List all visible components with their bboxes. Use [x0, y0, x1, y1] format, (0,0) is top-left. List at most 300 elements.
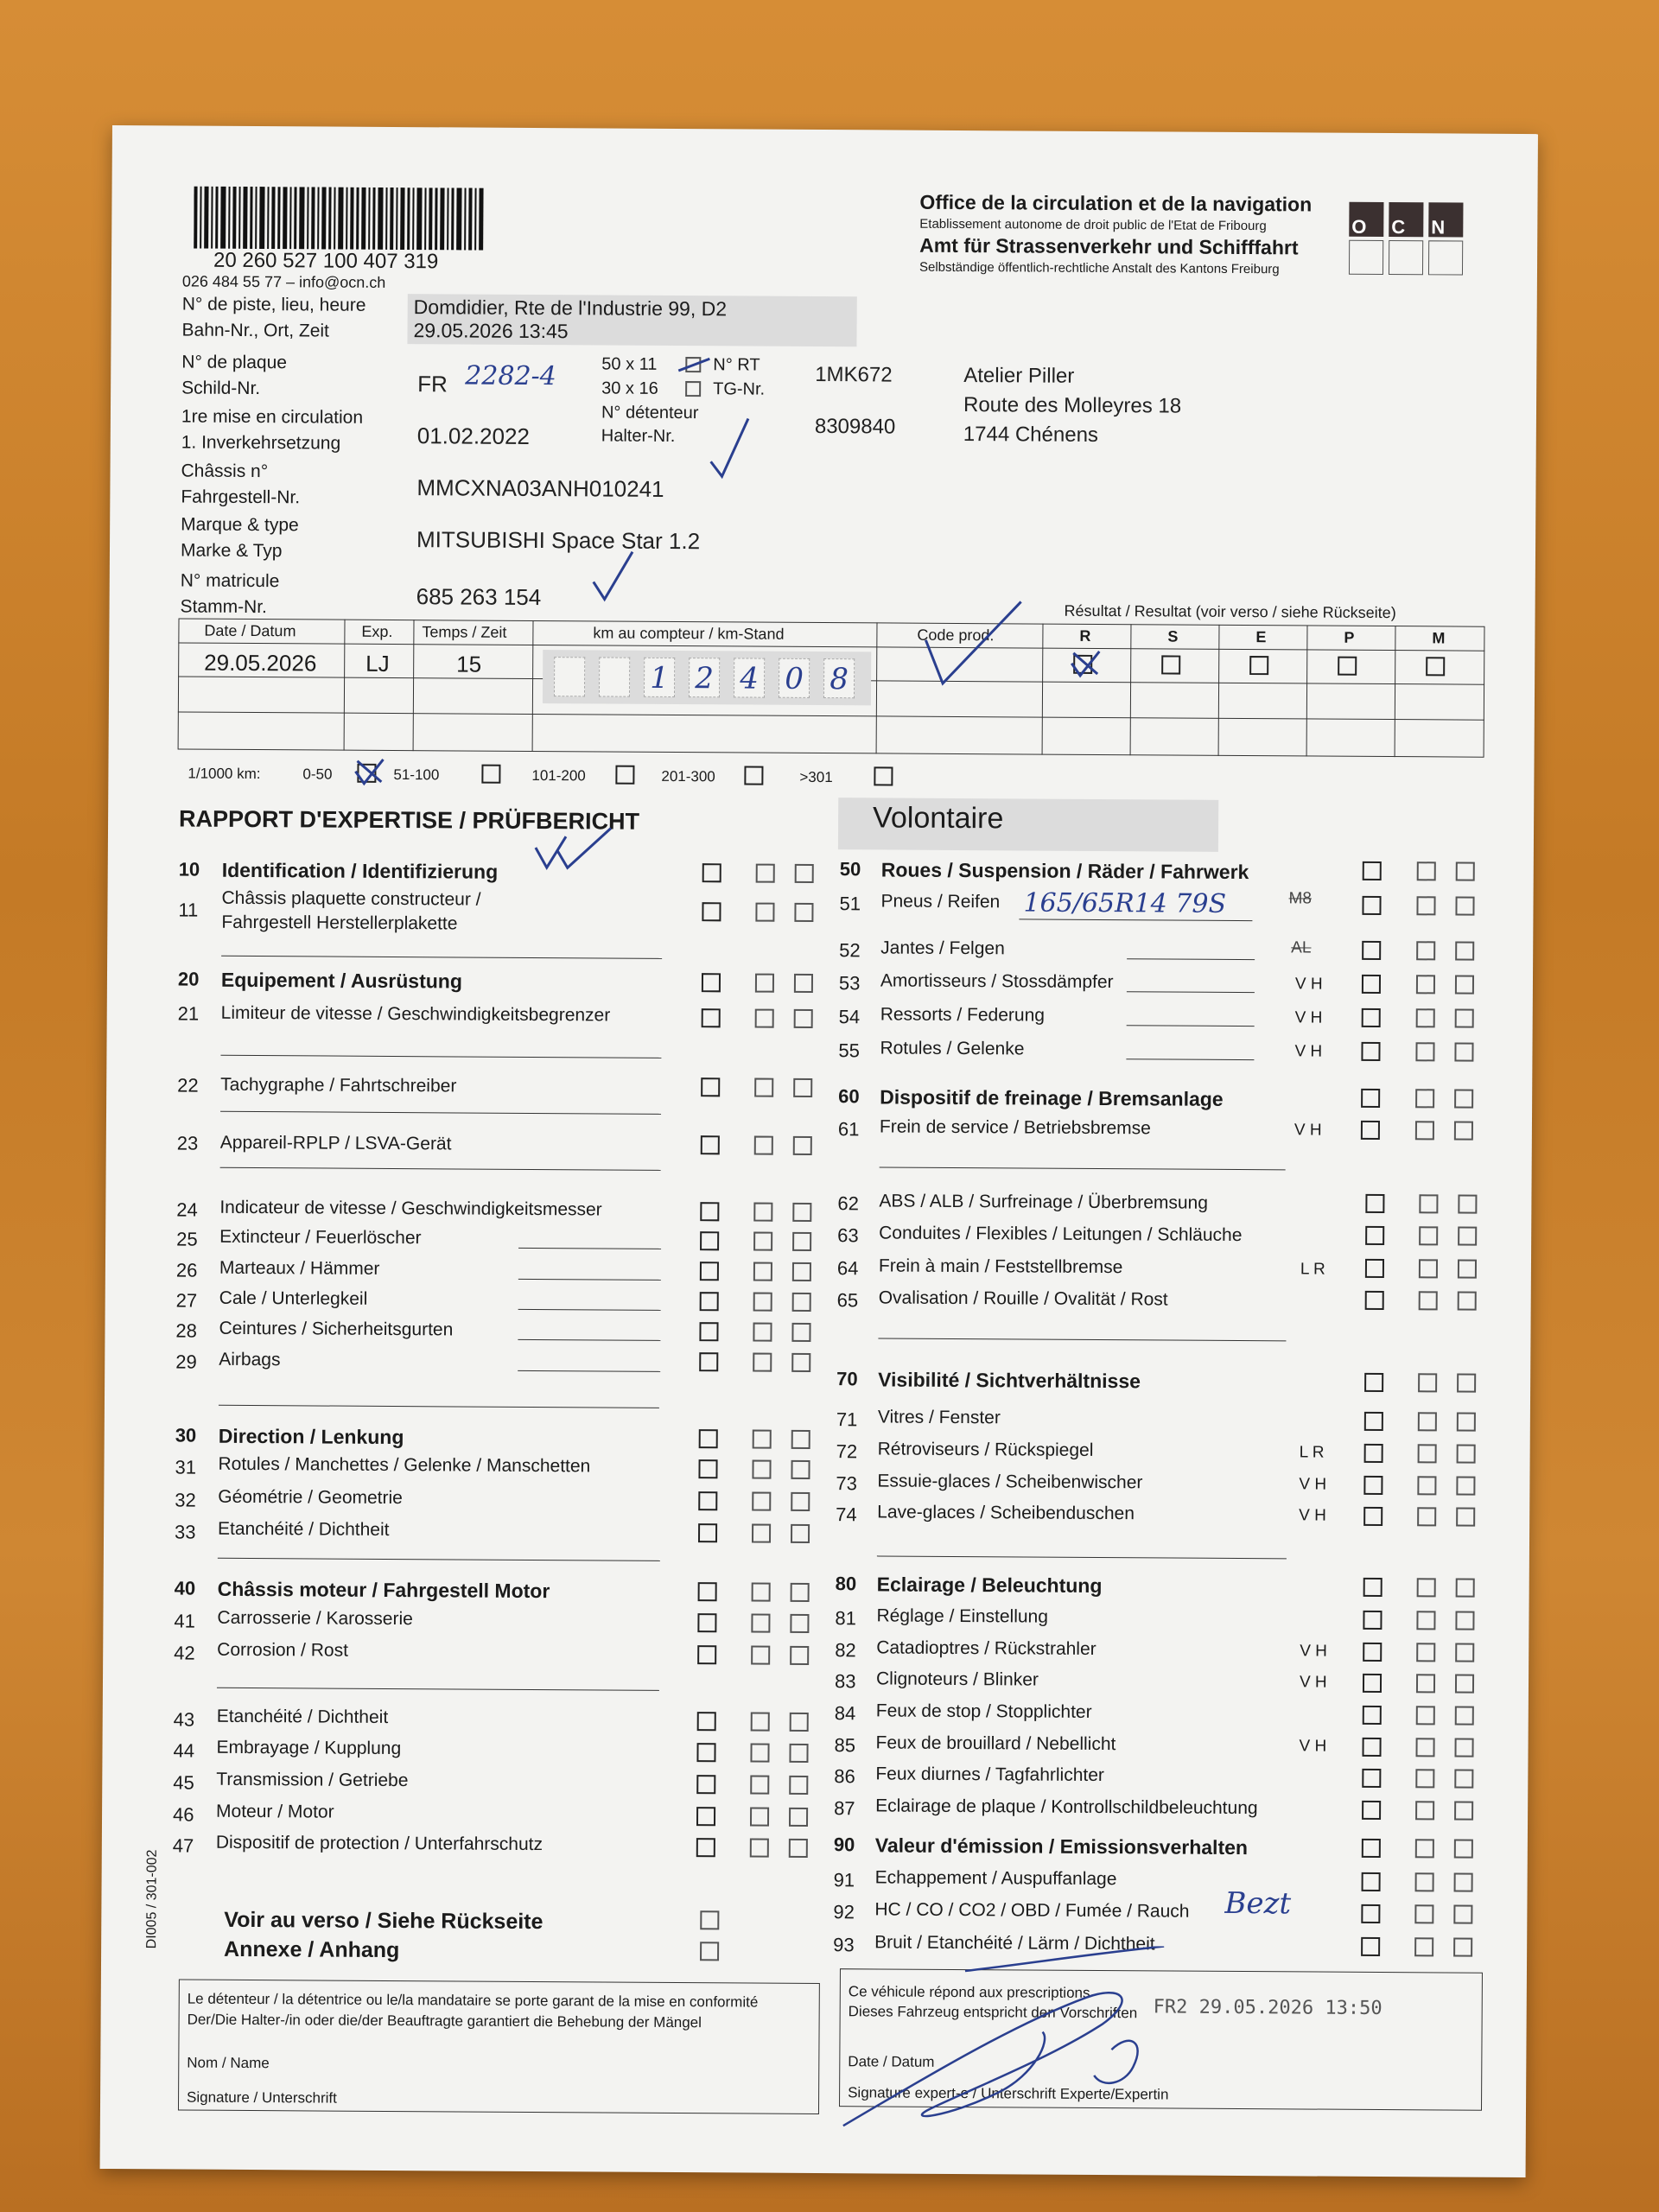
item-number: 40	[174, 1577, 196, 1599]
item-62-checkbox-3[interactable]	[1458, 1195, 1477, 1214]
item-65-checkbox-2[interactable]	[1419, 1291, 1438, 1310]
item-47-checkbox-3[interactable]	[789, 1839, 808, 1858]
item-number: 62	[837, 1192, 859, 1215]
item-27-checkbox[interactable]	[700, 1292, 719, 1311]
km-digit-box[interactable]	[599, 657, 630, 696]
item-number: 32	[175, 1489, 196, 1511]
item-11-checkbox-3[interactable]	[794, 903, 813, 922]
item-11-checkbox-2[interactable]	[755, 903, 774, 922]
item-number: 92	[833, 1901, 855, 1923]
date-label: Date / Datum	[848, 2053, 935, 2070]
col-result-m: M	[1432, 629, 1446, 647]
item-number: 42	[174, 1642, 195, 1664]
item-label: Lave-glaces / Scheibenduschen	[877, 1502, 1135, 1524]
item-50-checkbox-2[interactable]	[1417, 861, 1436, 880]
item-86-checkbox-2[interactable]	[1415, 1769, 1434, 1788]
make-label-fr: Marque & type	[181, 514, 299, 536]
item-40-checkbox[interactable]	[698, 1582, 717, 1601]
side-marker: L R	[1300, 1260, 1325, 1279]
item-43-checkbox-3[interactable]	[790, 1713, 809, 1732]
item-52-checkbox[interactable]	[1362, 941, 1381, 960]
item-label: HC / CO / CO2 / OBD / Fumée / Rauch	[874, 1899, 1190, 1922]
item-30-checkbox[interactable]	[699, 1429, 718, 1448]
item-90-checkbox-3[interactable]	[1454, 1840, 1473, 1859]
item-82-checkbox-2[interactable]	[1416, 1643, 1435, 1662]
item-28-checkbox-3[interactable]	[791, 1323, 810, 1342]
item-22-checkbox[interactable]	[701, 1077, 720, 1096]
address-line-1: Atelier Piller	[963, 364, 1075, 388]
item-42-checkbox-3[interactable]	[790, 1646, 809, 1665]
side-marker: V H	[1294, 1121, 1322, 1140]
item-64-checkbox-3[interactable]	[1458, 1260, 1477, 1279]
item-43-checkbox-2[interactable]	[751, 1713, 770, 1732]
item-31-checkbox-2[interactable]	[752, 1460, 771, 1479]
item-label: Géométrie / Geometrie	[218, 1486, 403, 1509]
item-85-checkbox-3[interactable]	[1454, 1738, 1473, 1758]
side-marker: V H	[1299, 1506, 1326, 1525]
item-73-checkbox-2[interactable]	[1417, 1476, 1436, 1495]
item-53-checkbox[interactable]	[1362, 975, 1381, 994]
item-72-checkbox-2[interactable]	[1418, 1444, 1437, 1463]
item-label: Dispositif de protection / Unterfahrschutz	[215, 1832, 543, 1855]
item-label: Tachygraphe / Fahrtschreiber	[220, 1074, 457, 1096]
item-label: Rétroviseurs / Rückspiegel	[877, 1439, 1094, 1460]
check-mark-icon	[352, 756, 386, 787]
item-44-checkbox[interactable]	[696, 1743, 715, 1762]
item-25-checkbox-3[interactable]	[792, 1232, 811, 1251]
item-32-checkbox[interactable]	[698, 1491, 717, 1510]
item-87-checkbox-3[interactable]	[1454, 1802, 1473, 1821]
item-91-checkbox[interactable]	[1362, 1872, 1381, 1891]
item-33-checkbox-2[interactable]	[752, 1524, 771, 1543]
item-44-checkbox-3[interactable]	[789, 1744, 808, 1763]
item-label: Pneus / Reifen	[880, 891, 1001, 912]
item-65-checkbox[interactable]	[1365, 1291, 1384, 1310]
item-92-checkbox-3[interactable]	[1453, 1905, 1472, 1924]
km-range-101-200: 101-200	[531, 766, 586, 785]
item-86-checkbox[interactable]	[1362, 1769, 1381, 1788]
item-71-checkbox-3[interactable]	[1457, 1413, 1476, 1432]
item-28-checkbox[interactable]	[699, 1322, 718, 1341]
item-number: 65	[836, 1289, 859, 1312]
check-mark-icon	[706, 414, 758, 483]
item-45-checkbox-2[interactable]	[750, 1776, 769, 1795]
section-brakes: Dispositif de freinage / Bremsanlage	[880, 1085, 1224, 1110]
item-54-checkbox[interactable]	[1362, 1008, 1381, 1027]
plate-size-2-checkbox[interactable]	[685, 381, 701, 397]
item-64-checkbox-2[interactable]	[1419, 1259, 1438, 1278]
item-92-checkbox-2[interactable]	[1414, 1904, 1433, 1923]
item-44-checkbox-2[interactable]	[750, 1744, 769, 1763]
item-51-checkbox-3[interactable]	[1455, 897, 1474, 916]
notes-line	[1127, 1025, 1255, 1027]
item-74-checkbox-3[interactable]	[1456, 1508, 1475, 1527]
chassis-value: MMCXNA03ANH010241	[416, 474, 664, 502]
annex-label: Annexe / Anhang	[224, 1936, 400, 1963]
item-31-checkbox-3[interactable]	[791, 1460, 810, 1479]
item-29-checkbox-3[interactable]	[791, 1353, 810, 1372]
item-63-checkbox-2[interactable]	[1419, 1226, 1438, 1245]
item-71-checkbox[interactable]	[1364, 1412, 1383, 1431]
ocn-logo-c: C	[1389, 202, 1423, 237]
result-e-checkbox[interactable]	[1249, 656, 1268, 675]
make-value: MITSUBISHI Space Star 1.2	[416, 526, 701, 555]
tg-label: TG-Nr.	[713, 379, 766, 399]
item-84-checkbox-2[interactable]	[1416, 1706, 1435, 1725]
side-marker: V H	[1299, 1737, 1327, 1756]
item-28-checkbox-2[interactable]	[753, 1323, 772, 1342]
col-result-s: S	[1167, 627, 1179, 645]
item-32-checkbox-2[interactable]	[752, 1492, 771, 1511]
item-61-checkbox-2[interactable]	[1415, 1121, 1434, 1140]
item-41-checkbox-3[interactable]	[790, 1614, 809, 1633]
item-50-checkbox-3[interactable]	[1456, 862, 1475, 881]
see-back-checkbox[interactable]	[700, 1910, 719, 1929]
item-number: 22	[177, 1074, 199, 1096]
item-55-checkbox-3[interactable]	[1454, 1043, 1473, 1062]
item-24-checkbox[interactable]	[700, 1202, 719, 1221]
item-47-checkbox-2[interactable]	[750, 1839, 769, 1858]
km-digit: 1	[650, 660, 670, 696]
item-number: 90	[833, 1834, 855, 1856]
item-label: Echappement / Auspuffanlage	[874, 1867, 1117, 1890]
item-number: 81	[835, 1607, 857, 1630]
item-32-checkbox-3[interactable]	[791, 1492, 810, 1511]
item-26-checkbox[interactable]	[700, 1262, 719, 1281]
item-87-checkbox-2[interactable]	[1415, 1801, 1434, 1820]
item-10-checkbox[interactable]	[702, 863, 721, 882]
date-stamp: FR2 29.05.2026 13:50	[1153, 1996, 1382, 2020]
expert-signature-scribble	[826, 1944, 1190, 2145]
notes-line	[518, 1339, 660, 1341]
km-digit-box[interactable]	[554, 657, 585, 696]
item-85-checkbox-2[interactable]	[1415, 1738, 1434, 1757]
item-41-checkbox[interactable]	[697, 1613, 716, 1632]
holder-signature-label: Signature / Unterschrift	[187, 2088, 337, 2107]
item-64-checkbox[interactable]	[1365, 1259, 1384, 1278]
item-number: 47	[172, 1834, 194, 1857]
item-26-checkbox-3[interactable]	[792, 1262, 811, 1281]
item-46-checkbox[interactable]	[696, 1807, 715, 1826]
item-number: 80	[835, 1573, 857, 1595]
item-label: Limiteur de vitesse / Geschwindigkeitsbegrenzer	[220, 1002, 611, 1026]
item-10-checkbox-2[interactable]	[756, 864, 775, 883]
item-40-checkbox-2[interactable]	[752, 1583, 771, 1602]
holder-text-fr: Le détenteur / la détentrice ou le/la mandataire se porte garant de la mise en conformité	[187, 1990, 759, 2011]
item-83-checkbox-3[interactable]	[1455, 1675, 1474, 1694]
item-80-checkbox-2[interactable]	[1417, 1578, 1436, 1597]
item-number: 46	[172, 1803, 194, 1826]
item-93-checkbox[interactable]	[1361, 1937, 1380, 1956]
km-range-301-checkbox[interactable]	[874, 766, 893, 785]
office-sub-de: Selbständige öffentlich-rechtliche Anstalt des Kantons Freiburg	[918, 259, 1280, 277]
km-range-101-200-checkbox[interactable]	[615, 766, 634, 785]
item-number: 51	[839, 893, 861, 915]
item-43-checkbox[interactable]	[697, 1712, 716, 1731]
item-45-checkbox-3[interactable]	[789, 1776, 808, 1795]
item-25-checkbox-2[interactable]	[753, 1232, 772, 1251]
notes-line	[877, 1555, 1287, 1559]
item-46-checkbox-2[interactable]	[750, 1808, 769, 1827]
item-91-checkbox-3[interactable]	[1454, 1873, 1473, 1892]
item-label: Châssis plaquette constructeur /	[221, 887, 481, 910]
item-55-checkbox[interactable]	[1361, 1042, 1380, 1061]
document-code: DI005 / 301-002	[144, 1849, 160, 1949]
item-number: 43	[173, 1708, 195, 1731]
item-label: Feux diurnes / Tagfahrlichter	[875, 1764, 1105, 1786]
item-number: 25	[176, 1228, 198, 1250]
item-21-checkbox[interactable]	[702, 1008, 721, 1027]
result-s-checkbox[interactable]	[1161, 655, 1180, 674]
item-60-checkbox[interactable]	[1361, 1089, 1380, 1108]
notes-line	[518, 1370, 660, 1372]
item-83-checkbox-2[interactable]	[1416, 1674, 1435, 1693]
result-caption: Résultat / Resultat (voir verso / siehe Rückseite)	[1064, 601, 1396, 622]
result-m-checkbox[interactable]	[1426, 657, 1445, 676]
volontaire-stamp: Volontaire	[873, 801, 1004, 836]
km-range-51-100: 51-100	[393, 766, 440, 784]
item-number: 85	[834, 1734, 856, 1757]
item-52-checkbox-3[interactable]	[1455, 942, 1474, 961]
side-marker: V H	[1300, 1642, 1327, 1661]
item-29-checkbox-2[interactable]	[753, 1353, 772, 1372]
item-82-checkbox-3[interactable]	[1455, 1643, 1474, 1662]
item-54-checkbox-2[interactable]	[1416, 1008, 1435, 1027]
km-range-301: >301	[799, 768, 833, 786]
contact-info: 026 484 55 77 – info@ocn.ch	[181, 272, 386, 291]
km-digit-box[interactable]	[689, 658, 720, 697]
item-number: 54	[838, 1006, 861, 1028]
item-number: 27	[175, 1289, 198, 1312]
item-72-checkbox-3[interactable]	[1457, 1445, 1476, 1464]
item-number: 20	[177, 968, 200, 990]
item-80-checkbox[interactable]	[1363, 1578, 1382, 1597]
notes-line	[880, 1166, 1286, 1170]
km-digit-box[interactable]	[644, 658, 675, 697]
col-code: Code prod.	[917, 626, 995, 645]
item-85-checkbox[interactable]	[1362, 1738, 1381, 1757]
item-40-checkbox-3[interactable]	[791, 1583, 810, 1602]
item-23-checkbox-3[interactable]	[793, 1136, 812, 1155]
time-value: 15	[456, 651, 482, 677]
item-72-checkbox[interactable]	[1364, 1444, 1383, 1463]
item-51-checkbox-2[interactable]	[1416, 896, 1435, 915]
item-60-checkbox-3[interactable]	[1454, 1090, 1473, 1109]
item-73-checkbox[interactable]	[1363, 1476, 1382, 1495]
km-digit-box[interactable]	[779, 658, 810, 698]
section-steering: Direction / Lenkung	[218, 1424, 404, 1449]
result-p-checkbox[interactable]	[1338, 657, 1357, 676]
rt-value: 1MK672	[815, 362, 893, 387]
item-number: 86	[834, 1765, 855, 1788]
item-74-checkbox[interactable]	[1363, 1507, 1382, 1526]
item-81-checkbox-2[interactable]	[1416, 1611, 1435, 1630]
km-digit: 0	[785, 661, 804, 696]
item-70-checkbox-2[interactable]	[1418, 1373, 1437, 1392]
item-63-checkbox[interactable]	[1365, 1226, 1384, 1245]
item-number: 33	[174, 1521, 196, 1543]
side-marker: V H	[1294, 975, 1323, 994]
item-61-checkbox[interactable]	[1361, 1121, 1380, 1140]
office-name-de: Amt für Strassenverkehr und Schifffahrt	[919, 233, 1299, 259]
item-label: Frein à main / Feststellbremse	[878, 1255, 1123, 1278]
notes-line	[218, 1558, 660, 1561]
item-51-checkbox[interactable]	[1362, 896, 1381, 915]
item-20-checkbox-3[interactable]	[794, 974, 813, 993]
item-81-checkbox[interactable]	[1363, 1611, 1382, 1630]
item-42-checkbox-2[interactable]	[751, 1646, 770, 1665]
emission-handwritten: Bezt	[1224, 1885, 1292, 1922]
item-54-checkbox-3[interactable]	[1455, 1009, 1474, 1028]
notes-line	[219, 1405, 659, 1408]
km-digit: 8	[830, 662, 849, 697]
item-62-checkbox[interactable]	[1365, 1194, 1384, 1213]
notes-line	[220, 1167, 661, 1171]
item-22-checkbox-2[interactable]	[754, 1078, 773, 1097]
item-33-checkbox-3[interactable]	[791, 1524, 810, 1543]
item-label: Feux de stop / Stopplichter	[875, 1700, 1092, 1722]
item-42-checkbox[interactable]	[697, 1645, 716, 1664]
item-number: 52	[839, 939, 861, 962]
item-number: 71	[836, 1408, 858, 1431]
item-label: ABS / ALB / Surfreinage / Überbremsung	[879, 1191, 1209, 1213]
notes-line	[221, 956, 662, 959]
item-84-checkbox-3[interactable]	[1455, 1707, 1474, 1726]
col-result-p: P	[1344, 628, 1355, 646]
notes-line	[1127, 958, 1255, 960]
section-wheels: Roues / Suspension / Räder / Fahrwerk	[880, 858, 1249, 884]
item-label: Etanchéité / Dichtheit	[216, 1706, 389, 1727]
item-24-checkbox-2[interactable]	[753, 1203, 772, 1222]
km-range-51-100-checkbox[interactable]	[481, 765, 500, 784]
item-number: 64	[836, 1257, 859, 1280]
matricule-label-de: Stamm-Nr.	[180, 596, 268, 618]
item-90-checkbox[interactable]	[1362, 1839, 1381, 1858]
item-label: Essuie-glaces / Scheibenwischer	[877, 1471, 1143, 1493]
plate-label-de: Schild-Nr.	[181, 378, 261, 399]
item-60-checkbox-2[interactable]	[1415, 1089, 1434, 1108]
see-back-label: Voir au verso / Siehe Rückseite	[224, 1907, 543, 1935]
item-label: Indicateur de vitesse / Geschwindigkeitsmesser	[219, 1197, 602, 1220]
km-range-201-300-checkbox[interactable]	[744, 766, 763, 785]
item-46-checkbox-3[interactable]	[789, 1808, 808, 1827]
barcode-number: 20 260 527 100 407 319	[213, 248, 439, 274]
item-55-checkbox-2[interactable]	[1415, 1042, 1434, 1061]
item-20-checkbox[interactable]	[702, 973, 721, 992]
item-61-checkbox-3[interactable]	[1454, 1122, 1473, 1141]
item-73-checkbox-3[interactable]	[1456, 1477, 1475, 1496]
item-label: Eclairage de plaque / Kontrollschildbeleuchtung	[875, 1796, 1258, 1819]
item-label: Transmission / Getriebe	[216, 1769, 409, 1791]
item-63-checkbox-3[interactable]	[1458, 1227, 1477, 1246]
item-26-checkbox-2[interactable]	[753, 1262, 772, 1281]
item-30-checkbox-2[interactable]	[753, 1430, 772, 1449]
col-result-r: R	[1079, 626, 1091, 645]
item-27-checkbox-2[interactable]	[753, 1293, 772, 1312]
item-47-checkbox[interactable]	[696, 1838, 715, 1857]
item-53-checkbox-3[interactable]	[1455, 976, 1474, 995]
item-71-checkbox-2[interactable]	[1418, 1412, 1437, 1431]
holder-value: 8309840	[814, 414, 896, 439]
item-65-checkbox-3[interactable]	[1458, 1292, 1477, 1311]
item-30-checkbox-3[interactable]	[791, 1430, 810, 1449]
item-62-checkbox-2[interactable]	[1419, 1194, 1438, 1213]
item-number: 31	[175, 1456, 197, 1478]
item-31-checkbox[interactable]	[698, 1459, 717, 1478]
km-digit-box[interactable]	[734, 658, 765, 697]
item-27-checkbox-3[interactable]	[792, 1293, 811, 1312]
chassis-label-de: Fahrgestell-Nr.	[181, 486, 301, 508]
item-33-checkbox[interactable]	[698, 1523, 717, 1542]
item-92-checkbox[interactable]	[1361, 1904, 1380, 1923]
item-label: Appareil-RPLP / LSVA-Gerät	[219, 1132, 452, 1154]
item-label: Cale / Unterlegkeil	[219, 1287, 368, 1309]
item-label: Moteur / Motor	[216, 1801, 334, 1822]
item-53-checkbox-2[interactable]	[1416, 975, 1435, 994]
notes-line	[878, 1338, 1286, 1341]
side-marker: V H	[1294, 1042, 1323, 1061]
item-11-checkbox[interactable]	[702, 902, 721, 921]
item-81-checkbox-3[interactable]	[1455, 1611, 1474, 1630]
km-digit-box[interactable]	[823, 658, 855, 698]
item-83-checkbox[interactable]	[1363, 1674, 1382, 1693]
item-21-checkbox-2[interactable]	[755, 1009, 774, 1028]
item-23-checkbox-2[interactable]	[754, 1136, 773, 1155]
plate-label-fr: N° de plaque	[181, 352, 288, 373]
check-mark-icon	[677, 352, 711, 378]
check-mark-icon	[589, 547, 641, 607]
item-label: Airbags	[219, 1349, 281, 1370]
item-86-checkbox-3[interactable]	[1454, 1770, 1473, 1789]
item-90-checkbox-2[interactable]	[1415, 1839, 1434, 1858]
section-emissions: Valeur d'émission / Emissionsverhalten	[874, 1834, 1249, 1859]
item-70-checkbox[interactable]	[1364, 1373, 1383, 1392]
section-identification: Identification / Identifizierung	[221, 858, 499, 883]
annex-checkbox[interactable]	[700, 1942, 719, 1961]
item-29-checkbox[interactable]	[699, 1352, 718, 1371]
check-mark-icon	[1068, 648, 1103, 679]
notes-line	[217, 1688, 659, 1691]
item-87-checkbox[interactable]	[1362, 1801, 1381, 1820]
item-22-checkbox-3[interactable]	[793, 1078, 812, 1097]
col-km: km au compteur / km-Stand	[593, 624, 785, 643]
item-93-checkbox-2[interactable]	[1414, 1937, 1433, 1956]
item-23-checkbox[interactable]	[701, 1135, 720, 1154]
lane-value-2: 29.05.2026 13:45	[413, 319, 569, 343]
item-number: 60	[838, 1085, 860, 1108]
item-24-checkbox-3[interactable]	[792, 1203, 811, 1222]
item-number: 82	[835, 1639, 856, 1662]
item-number: 21	[177, 1002, 200, 1025]
item-20-checkbox-2[interactable]	[755, 974, 774, 993]
item-52-checkbox-2[interactable]	[1416, 941, 1435, 960]
item-25-checkbox[interactable]	[700, 1231, 719, 1250]
item-41-checkbox-2[interactable]	[751, 1614, 770, 1633]
item-45-checkbox[interactable]	[696, 1775, 715, 1794]
item-80-checkbox-3[interactable]	[1456, 1579, 1475, 1598]
item-82-checkbox[interactable]	[1363, 1643, 1382, 1662]
item-84-checkbox[interactable]	[1363, 1706, 1382, 1725]
item-74-checkbox-2[interactable]	[1417, 1507, 1436, 1526]
item-10-checkbox-3[interactable]	[795, 864, 814, 883]
date-value: 29.05.2026	[204, 649, 317, 677]
item-50-checkbox[interactable]	[1363, 861, 1382, 880]
item-70-checkbox-3[interactable]	[1457, 1374, 1476, 1393]
item-number: 50	[839, 858, 861, 880]
item-91-checkbox-2[interactable]	[1415, 1872, 1434, 1891]
item-21-checkbox-3[interactable]	[794, 1009, 813, 1028]
item-93-checkbox-3[interactable]	[1453, 1938, 1472, 1957]
